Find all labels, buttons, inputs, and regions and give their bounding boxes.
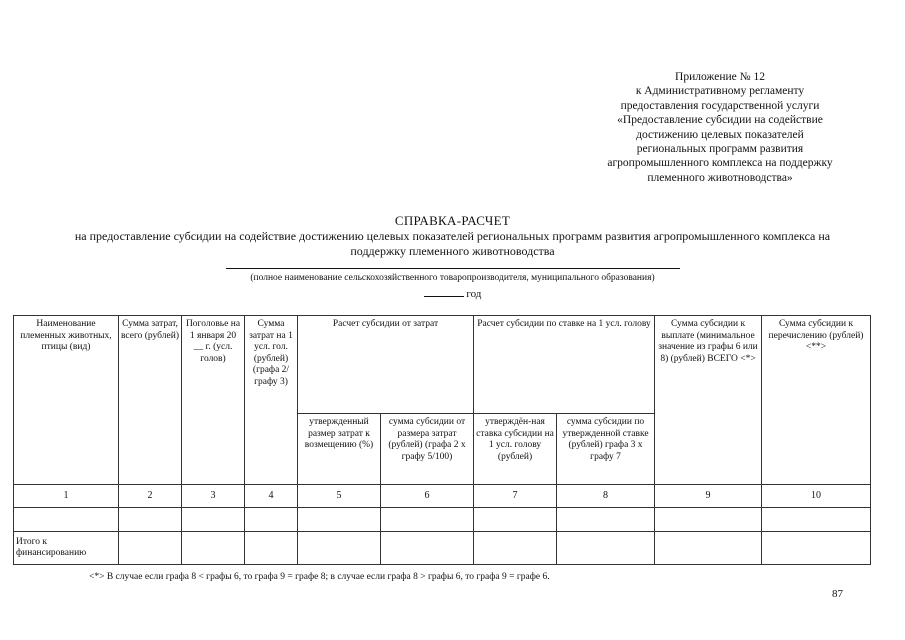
table-cell [298,532,381,565]
appendix-line: племенного животноводства» [647,171,793,184]
appendix-header [560,70,880,185]
table-cell [245,532,298,565]
document-title: СПРАВКА-РАСЧЕТ [394,213,511,228]
table-cell [119,532,182,565]
column-number-row [14,485,871,508]
appendix-line: к Административному регламенту [635,85,805,98]
header-col-7: утверждён-ная ставка субсидии на 1 усл. голову (рублей) [474,414,557,485]
table-cell [762,508,871,532]
column-number: 7 [474,485,557,508]
appendix-line: предоставления государственной услуги [620,99,820,112]
calculation-table [13,315,871,565]
header-col-2: Сумма затрат, всего (рублей) [119,316,182,485]
header-group-costs: Расчет субсидии от затрат [298,316,474,414]
table-cell [655,508,762,532]
year-line [0,287,905,300]
total-row-label: Итого к финансированию [14,532,119,565]
header-col-3: Поголовье на 1 января 20 __ г. (усл. голов) [182,316,245,485]
table-cell [298,508,381,532]
header-row-top [14,316,871,414]
header-group-rate: Расчет субсидии по ставке на 1 усл. голову [474,316,655,414]
table-cell [381,532,474,565]
footnote: <*> В случае если графа 8 < графы 6, то графа 9 = графе 8; в случае если графа 8 > графы 6, то графа 9 = графе 6. [89,572,550,582]
appendix-line: Приложение № 12 [675,71,765,83]
header-col-8: сумма субсидии по утвержденной ставке (рублей) графа 3 x графу 7 [557,414,655,485]
column-number: 3 [182,485,245,508]
column-number: 6 [381,485,474,508]
appendix-line: региональных программ развития [636,143,804,156]
column-number: 10 [762,485,871,508]
column-number: 5 [298,485,381,508]
table-row-total [14,532,871,565]
table-cell [245,508,298,532]
table-cell [557,532,655,565]
table-cell [655,532,762,565]
column-number: 2 [119,485,182,508]
header-col-6: сумма субсидии от размера затрат (рублей) (графа 2 x графу 5/100) [381,414,474,485]
table-cell [14,508,119,532]
organization-name-caption: (полное наименование сельскохозяйственного товаропроизводителя, муниципального образования) [250,273,655,283]
organization-name-line [226,268,680,269]
document-subtitle: на предоставление субсидии на содействие достижению целевых показателей региональных программ развития агропромышленного комплекса на поддержку племенного животноводства [74,229,831,258]
table-cell [474,508,557,532]
appendix-line: «Предоставление субсидии на содействие [617,114,823,127]
year-label: год [466,288,482,300]
appendix-line: достижению целевых показателей [636,128,804,141]
table-cell [119,508,182,532]
table-cell [762,532,871,565]
table-row-empty [14,508,871,532]
column-number: 1 [14,485,119,508]
table-cell [381,508,474,532]
header-col-1: Наименование племенных животных, птицы (вид) [14,316,119,485]
header-col-10: Сумма субсидии к перечислению (рублей) <**> [762,316,871,485]
header-col-9: Сумма субсидии к выплате (минимальное значение из графы 6 или 8) (рублей) ВСЕГО <*> [655,316,762,485]
year-blank [424,287,464,297]
header-col-4: Сумма затрат на 1 усл. гол. (рублей) (графа 2/графу 3) [245,316,298,485]
column-number: 4 [245,485,298,508]
table-cell [557,508,655,532]
table-cell [182,508,245,532]
appendix-line: агропромышленного комплекса на поддержку [607,157,833,170]
table-cell [182,532,245,565]
column-number: 8 [557,485,655,508]
table-cell [474,532,557,565]
header-col-5: утвержденный размер затрат к возмещению (%) [298,414,381,485]
column-number: 9 [655,485,762,508]
page-number: 87 [832,588,843,600]
